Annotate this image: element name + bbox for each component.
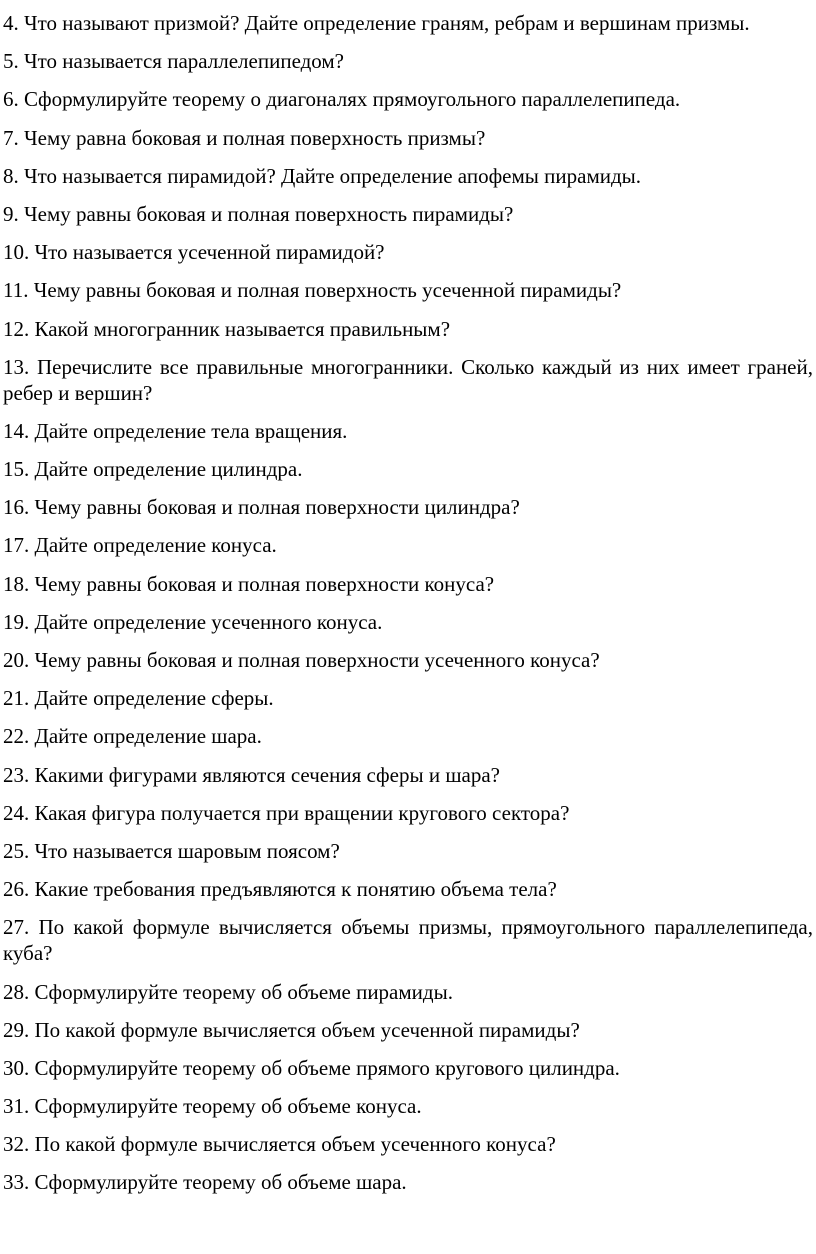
question-item: 25. Что называется шаровым поясом?	[3, 838, 340, 863]
question-item: 21. Дайте определение сферы.	[3, 686, 274, 711]
question-item: 19. Дайте определение усеченного конуса.	[3, 609, 383, 634]
question-item: 17. Дайте определение конуса.	[3, 533, 277, 558]
question-item: 10. Что называется усеченной пирамидой?	[3, 240, 385, 265]
question-item: 9. Чему равны боковая и полная поверхность пирамиды?	[3, 201, 514, 226]
question-item: 12. Какой многогранник называется правильным?	[3, 316, 451, 341]
question-item: 11. Чему равны боковая и полная поверхность усеченной пирамиды?	[3, 278, 622, 303]
question-item: 6. Сформулируйте теорему о диагоналях прямоугольного параллелепипеда.	[3, 87, 681, 112]
question-item: 32. По какой формуле вычисляется объем усеченного конуса?	[3, 1132, 556, 1157]
question-item: 8. Что называется пирамидой? Дайте определение апофемы пирамиды.	[3, 163, 642, 188]
question-item: 16. Чему равны боковая и полная поверхности цилиндра?	[3, 495, 520, 520]
question-item: 26. Какие требования предъявляются к понятию объема тела?	[3, 877, 557, 902]
question-item: 14. Дайте определение тела вращения.	[3, 418, 348, 443]
question-item: 24. Какая фигура получается при вращении кругового сектора?	[3, 800, 570, 825]
question-item: 5. Что называется параллелепипедом?	[3, 49, 345, 74]
question-item: 33. Сформулируйте теорему об объеме шара.	[3, 1170, 407, 1195]
question-item: 18. Чему равны боковая и полная поверхности конуса?	[3, 571, 495, 596]
question-item: 13. Перечислите все правильные многогранники. Сколько каждый из них имеет граней, ребер и вершин?	[3, 354, 813, 405]
question-item: 4. Что называют призмой? Дайте определение граням, ребрам и вершинам призмы.	[3, 11, 750, 35]
question-item: 22. Дайте определение шара.	[3, 724, 262, 749]
question-item: 15. Дайте определение цилиндра.	[3, 457, 303, 482]
question-item: 29. По какой формуле вычисляется объем усеченной пирамиды?	[3, 1017, 580, 1042]
question-item: 27. По какой формуле вычисляется объемы призмы, прямоугольного параллелепипеда, куба?	[3, 915, 813, 966]
question-item: 28. Сформулируйте теорему об объеме пирамиды.	[3, 979, 453, 1004]
question-item: 31. Сформулируйте теорему об объеме конуса.	[3, 1094, 422, 1119]
question-item: 30. Сформулируйте теорему об объеме прямого кругового цилиндра.	[3, 1055, 620, 1080]
question-item: 7. Чему равна боковая и полная поверхность призмы?	[3, 125, 486, 150]
question-item: 20. Чему равны боковая и полная поверхности усеченного конуса?	[3, 648, 600, 672]
question-list	[3, 10, 813, 1195]
question-item: 23. Какими фигурами являются сечения сферы и шара?	[3, 762, 500, 787]
